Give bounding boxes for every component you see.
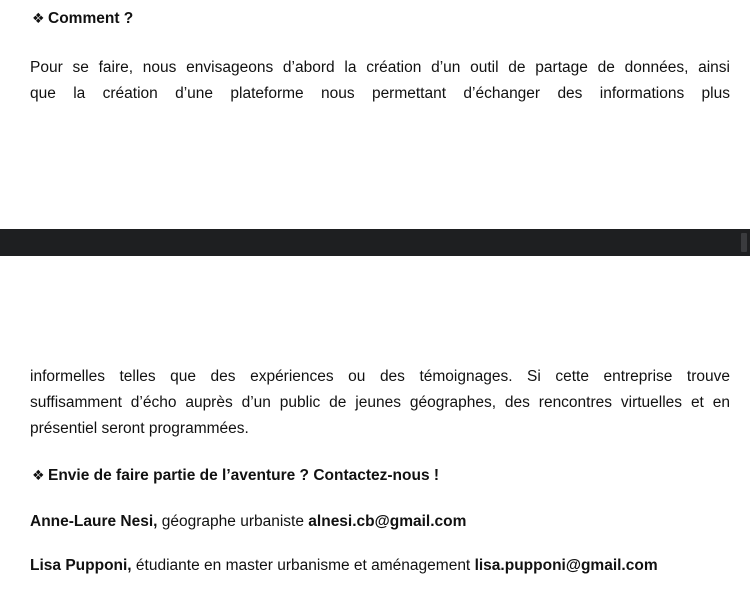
- section-heading-text: Comment ?: [48, 10, 134, 27]
- section-heading-text: Envie de faire partie de l’aventure ? Contactez-nous !: [48, 467, 440, 484]
- paragraph-line: Pour se faire, nous envisageons d’abord la création d’un outil de partage de données, ainsi: [30, 59, 730, 76]
- page-break-gap: [0, 229, 750, 256]
- paragraph-line: présentiel seront programmées.: [30, 420, 249, 437]
- diamond-bullet-icon: ❖: [32, 10, 45, 26]
- contact-name: Lisa Pupponi,: [30, 557, 132, 574]
- contact-role: étudiante en master urbanisme et aménagement: [131, 557, 475, 574]
- paragraph-line: suffisamment d’écho auprès d’un public de jeunes géographes, des rencontres virtuelles et en: [30, 394, 730, 411]
- contact-email[interactable]: lisa.pupponi@gmail.com: [474, 557, 658, 574]
- paragraph-line: que la création d’une plateforme nous permettant d’échanger des informations plus: [30, 85, 730, 102]
- paragraph-line: informelles telles que des expériences ou des témoignages. Si cette entreprise trouve: [30, 368, 730, 385]
- contact-role: géographe urbaniste: [157, 513, 309, 530]
- contact-email[interactable]: alnesi.cb@gmail.com: [308, 513, 467, 530]
- document-page-top: [0, 0, 750, 229]
- contact-line: [30, 513, 730, 531]
- diamond-bullet-icon: ❖: [32, 467, 45, 483]
- scrollbar-thumb[interactable]: [741, 233, 747, 252]
- section-heading-contact: [32, 467, 439, 485]
- contact-name: Anne-Laure Nesi,: [30, 513, 158, 530]
- section-heading-comment: [32, 10, 133, 28]
- contact-line: [30, 557, 730, 575]
